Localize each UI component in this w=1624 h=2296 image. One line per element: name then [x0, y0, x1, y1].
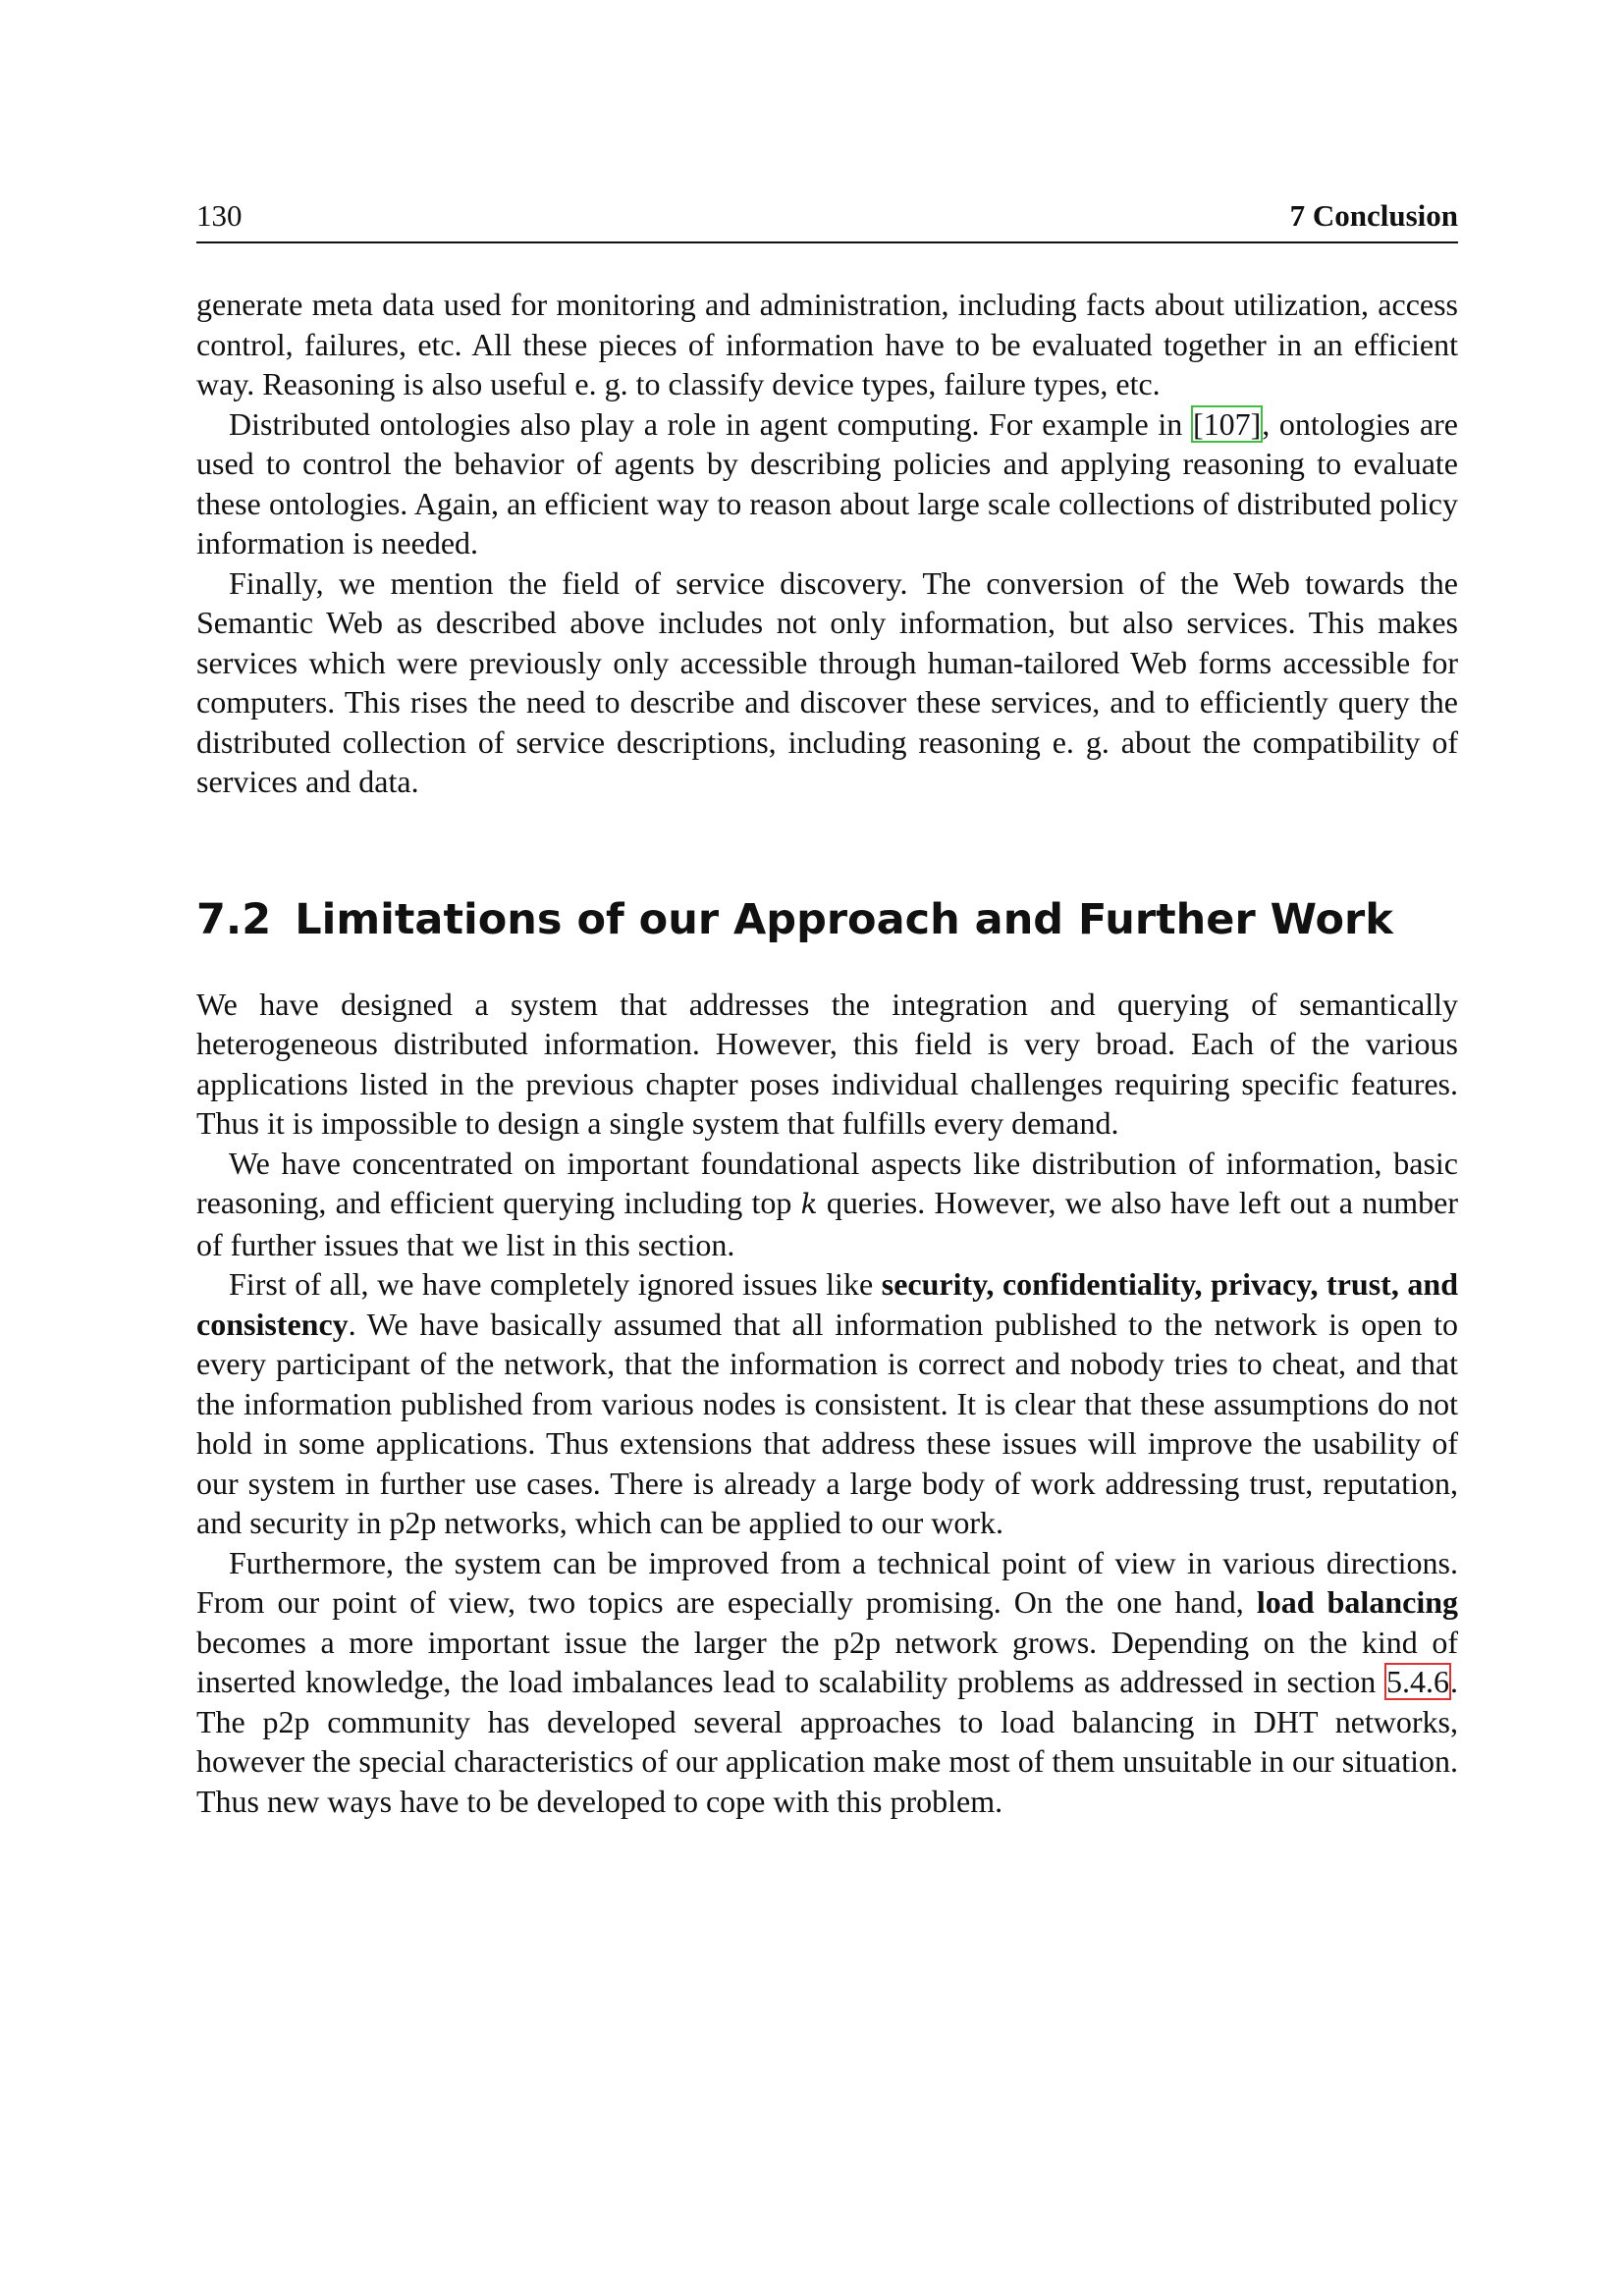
bold-term: load balancing: [1256, 1584, 1459, 1620]
paragraph-continuation: [196, 285, 1458, 404]
paragraph-text: First of all, we have completely ignored issues like: [229, 1266, 882, 1302]
paragraph-load-balancing: [196, 1543, 1458, 1822]
paragraph-text: We have designed a system that addresses the integration and querying of semantically heterogeneous distributed information. However, this field is very broad. Each of the various applications listed in the previous chapter poses individual challenges requiring specific features. Thus it is impossible to design a single system that fulfills every demand.: [196, 986, 1458, 1141]
section-heading: [196, 892, 1458, 947]
section-reference-link[interactable]: 5.4.6: [1386, 1664, 1449, 1699]
chapter-title: 7 Conclusion: [1289, 198, 1458, 233]
section-title: Limitations of our Approach and Further Work: [295, 894, 1393, 944]
running-header: [196, 196, 1458, 243]
math-variable-k: k: [800, 1188, 818, 1220]
paragraph-text: Finally, we mention the field of service discovery. The conversion of the Web towards the Semantic Web as described above includes not only information, but also services. This makes services which were previously only accessible through human-tailored Web forms accessible for computers. This rises the need to describe and discover these services, and to efficiently query the distributed collection of service descriptions, including reasoning e. g. about the compatibility of services and data.: [196, 564, 1458, 799]
bold-term: security, confidentiality, privacy, trust, and consistency: [196, 1266, 1459, 1342]
paragraph-text: generate meta data used for monitoring and administration, including facts about utilization, access control, failures, etc. All these pieces of information have to be evaluated together in an efficient way. Reasoning is also useful e. g. to classify device types, failure types, etc.: [196, 287, 1458, 401]
paragraph-text: queries. However, we also have left out a number of further issues that we list in this section.: [196, 1185, 1459, 1262]
paragraph-text: We have concentrated on important foundational aspects like distribution of information, basic reasoning, and efficient querying including top: [196, 1145, 1458, 1220]
paragraph-text: . We have basically assumed that all information published to the network is open to every participant of the network, that the information is correct and nobody tries to cheat, and that the information published from various nodes is consistent. It is clear that these assumptions do not hold in some applications. Thus extensions that address these issues will improve the usability of our system in further use cases. There is already a large body of work addressing trust, reputation, and security in p2p networks, which can be applied to our work.: [196, 1306, 1458, 1540]
page-number: 130: [196, 198, 243, 233]
paragraph-agent-computing: [196, 404, 1458, 563]
paragraph-text: becomes a more important issue the larger the p2p network grows. Depending on the kind of inserted knowledge, the load imbalances lead to scalability problems as addressed in section: [196, 1624, 1458, 1699]
paragraph-text: Distributed ontologies also play a role in agent computing. For example in: [229, 405, 1192, 442]
page: [196, 196, 1458, 1821]
paragraph-text: , ontologies are used to control the behavior of agents by describing policies and applying reasoning to evaluate these ontologies. Again, an efficient way to reason about large scale collections of distributed policy information is needed.: [196, 405, 1459, 561]
paragraph-text: Furthermore, the system can be improved from a technical point of view in various directions. From our point of view, two topics are especially promising. On the one hand,: [196, 1544, 1458, 1620]
citation-link-107[interactable]: [107]: [1192, 405, 1262, 442]
paragraph-security-issues: [196, 1264, 1458, 1543]
section-number: 7.2: [196, 894, 272, 944]
body-text: [196, 285, 1458, 1821]
paragraph-service-discovery: [196, 563, 1458, 802]
paragraph-text: . The p2p community has developed several approaches to load balancing in DHT networks, however the special characteristics of our application make most of them unsuitable in our situation. Thus new ways have to be developed to cope with this problem.: [196, 1664, 1458, 1819]
paragraph-system-scope: [196, 985, 1458, 1144]
paragraph-foundational-aspects: [196, 1144, 1458, 1265]
